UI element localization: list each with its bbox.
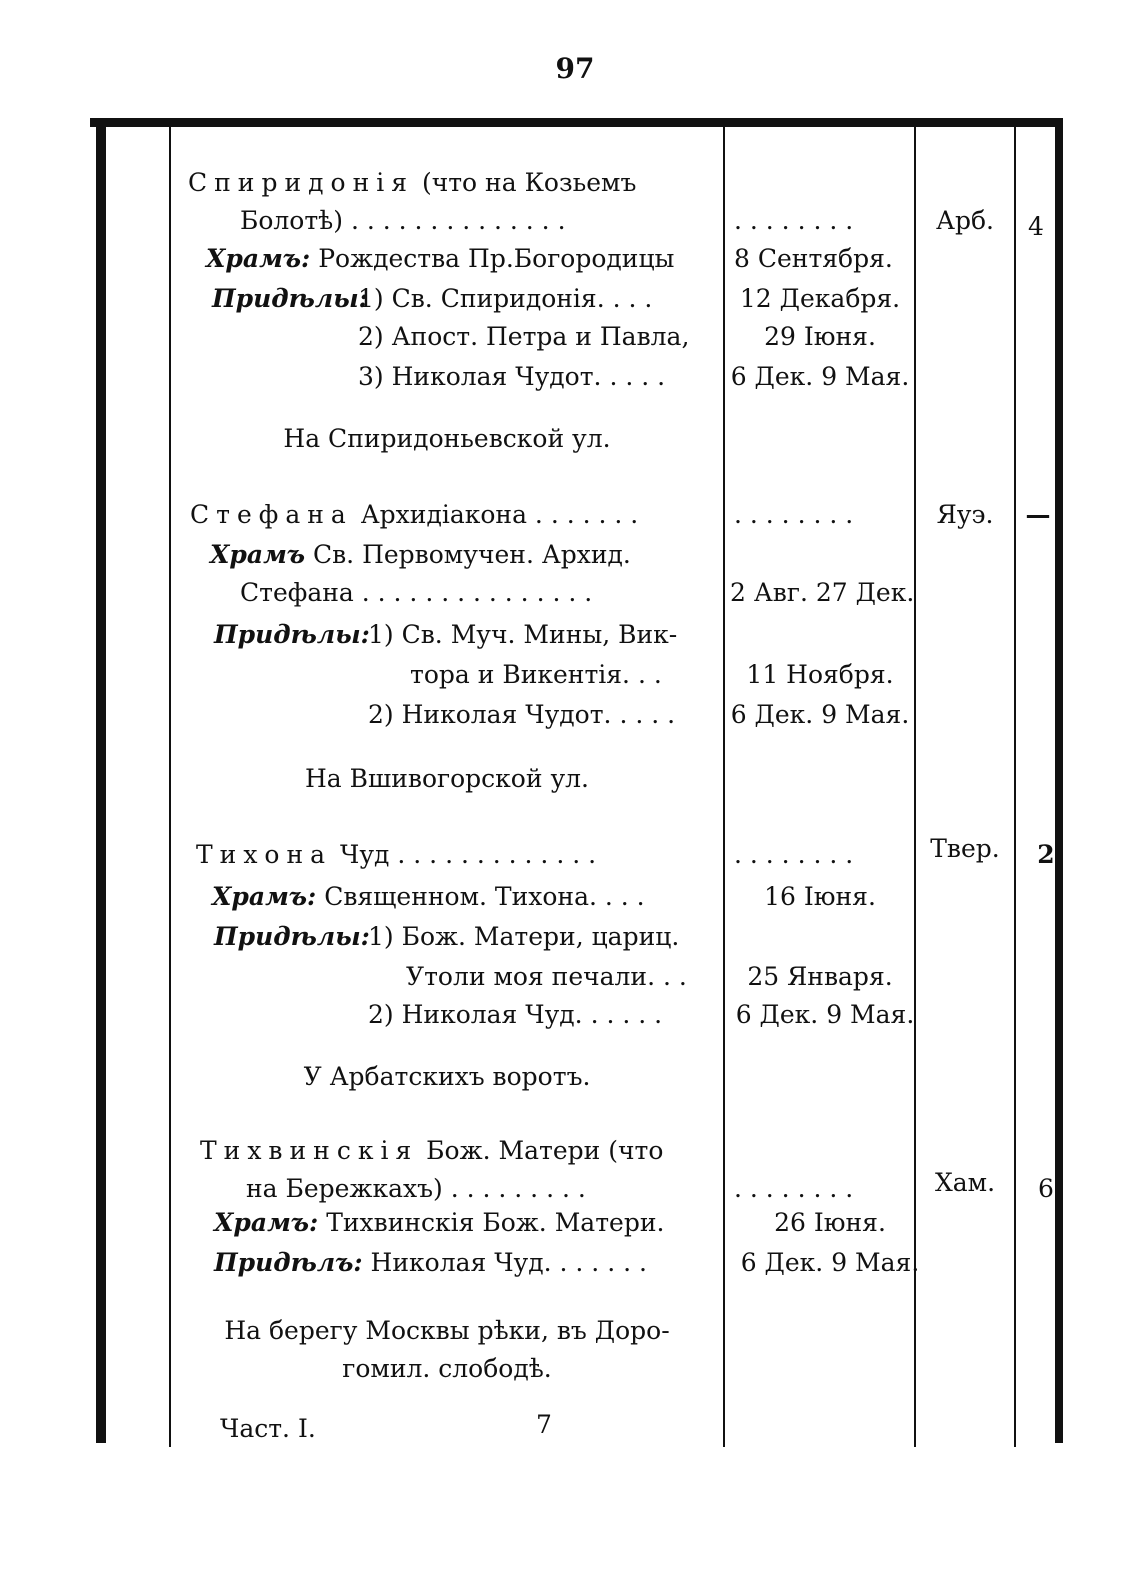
chapel-line: 1) Бож. Матери, цариц. (368, 922, 680, 951)
side-chapels-label: Придѣлы: (214, 922, 370, 951)
page-number: 97 (555, 52, 595, 85)
chapel-date: 6 Дек. 9 Мая. (740, 1248, 920, 1277)
location-cont: гомил. слободѣ. (342, 1354, 552, 1383)
chapel-line: 2) Николая Чудот. . . . . (368, 700, 676, 729)
table-right-border (1055, 118, 1063, 1443)
church-name-cont: Болотѣ) . . . . . . . . . . . . . . (240, 206, 566, 235)
footer-signature-mark: 7 (536, 1410, 552, 1439)
date-dots: . . . . . . . . (734, 840, 854, 869)
chapel-line: 3) Николая Чудот. . . . . (358, 362, 666, 391)
location: На берегу Москвы рѣки, въ Доро- (224, 1316, 670, 1345)
table-top-rule (90, 118, 1060, 127)
church-name: Спиридонія (что на Козьемъ (188, 168, 637, 197)
church-name: Тихона Чуд . . . . . . . . . . . . . (196, 840, 597, 869)
chapel-line: 2) Апост. Петра и Павла, (358, 322, 690, 351)
main-date: 26 Іюня. (774, 1208, 886, 1237)
number: 2 (1037, 840, 1055, 869)
number: — (1025, 500, 1051, 529)
date-dots: . . . . . . . . (734, 500, 854, 529)
chapel-date: 6 Дек. 9 Мая. (730, 362, 910, 391)
number: 4 (1028, 212, 1044, 241)
district: Хам. (934, 1168, 996, 1197)
main-date: 2 Авг. 27 Дек. (730, 578, 915, 607)
footer-part: Част. I. (220, 1414, 316, 1443)
number: 6 (1038, 1174, 1054, 1203)
table-left-border (96, 118, 106, 1443)
main-temple-cont: Стефана . . . . . . . . . . . . . . . (240, 578, 593, 607)
main-date: 8 Сентября. (734, 244, 893, 273)
chapel-date: 6 Дек. 9 Мая. (735, 1000, 915, 1029)
main-temple: Храмъ: Тихвинскія Бож. Матери. (214, 1208, 665, 1237)
location: На Спиридоньевской ул. (283, 424, 611, 453)
district: Арб. (936, 206, 994, 235)
location: На Вшивогорской ул. (304, 764, 590, 793)
chapel-date: 12 Декабря. (739, 284, 901, 313)
chapel-line-cont: Утоли моя печали. . . (406, 962, 687, 991)
date-dots: . . . . . . . . (734, 1174, 854, 1203)
date-dots: . . . . . . . . (734, 206, 854, 235)
main-temple: Храмъ Св. Первомучен. Архид. (210, 540, 631, 569)
chapel-date: 25 Января. (747, 962, 893, 991)
chapel-date: 6 Дек. 9 Мая. (730, 700, 910, 729)
chapel-line: 2) Николая Чуд. . . . . . (368, 1000, 663, 1029)
chapel-line: 1) Св. Спиридонія. . . . (358, 284, 653, 313)
church-name: Стефана Архидіакона . . . . . . . (190, 500, 639, 529)
district: Твер. (930, 834, 1000, 863)
district: Яуэ. (936, 500, 994, 529)
chapel-line: 1) Св. Муч. Мины, Вик- (368, 620, 678, 649)
side-chapels-label: Придѣлы: (214, 620, 370, 649)
church-name: Тихвинскія Бож. Матери (что (200, 1136, 664, 1165)
church-name-cont: на Бережкахъ) . . . . . . . . . (246, 1174, 586, 1203)
main-date: 16 Іюня. (764, 882, 876, 911)
side-chapels-label: Придѣлы: (212, 284, 368, 313)
main-temple: Храмъ: Священном. Тихона. . . . (212, 882, 645, 911)
main-temple: Храмъ: Рождества Пр.Богородицы (206, 244, 675, 273)
chapel-line-cont: тора и Викентія. . . (410, 660, 662, 689)
side-chapel: Придѣлъ: Николая Чуд. . . . . . . (214, 1248, 647, 1277)
location: У Арбатскихъ воротъ. (303, 1062, 591, 1091)
column-divider-4 (1014, 127, 1016, 1447)
chapel-date: 29 Іюня. (764, 322, 876, 351)
chapel-date: 11 Ноября. (746, 660, 894, 689)
